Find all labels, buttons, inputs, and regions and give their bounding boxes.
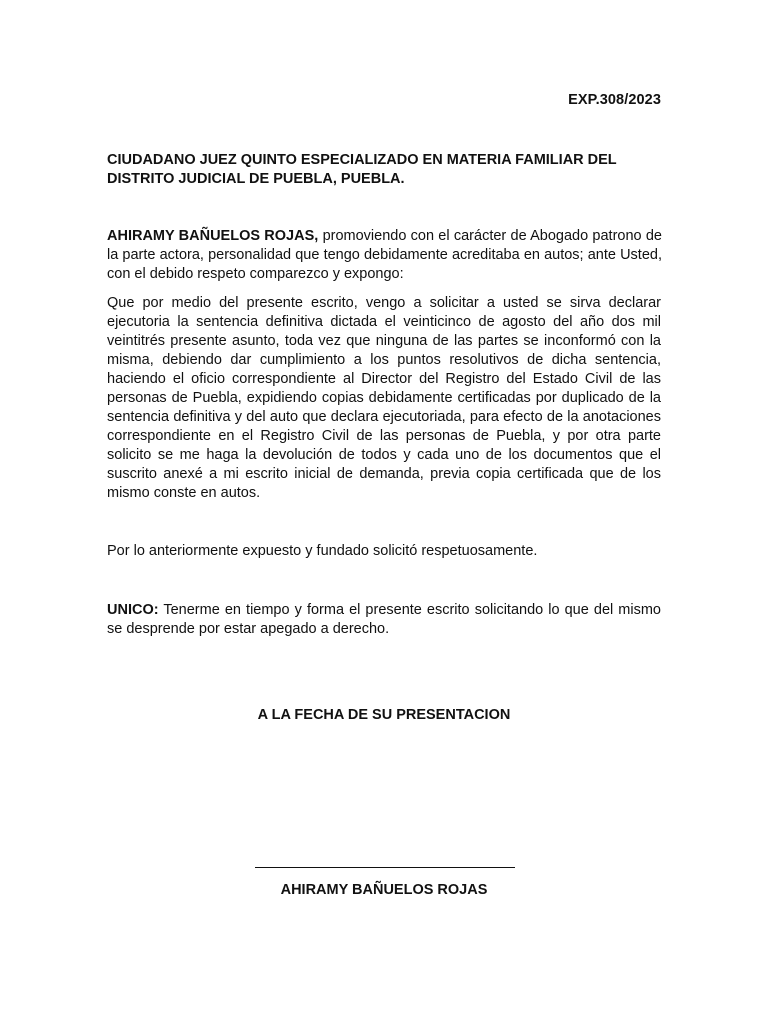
date-line: A LA FECHA DE SU PRESENTACION bbox=[257, 707, 511, 723]
intro-paragraph bbox=[107, 227, 662, 284]
unico-paragraph bbox=[107, 601, 661, 639]
signature-line bbox=[255, 867, 515, 868]
closing-paragraph: Por lo anteriormente expuesto y fundado solicitó respetuosamente. bbox=[107, 543, 538, 559]
unico-text: Tenerme en tiempo y forma el presente escrito solicitando lo que del mismo se desprende por estar apegado a derecho. bbox=[107, 602, 661, 637]
unico-label: UNICO: bbox=[107, 602, 159, 618]
case-number: EXP.308/2023 bbox=[568, 92, 661, 108]
petitioner-name: AHIRAMY BAÑUELOS ROJAS, bbox=[107, 228, 319, 244]
intro-text: promoviendo con el carácter de Abogado patrono de la parte actora, personalidad que tengo debidamente acreditaba en autos; ante Usted, con el debido respeto comparezco y expongo: bbox=[107, 228, 663, 282]
signature-name: AHIRAMY BAÑUELOS ROJAS bbox=[280, 882, 488, 898]
addressee-heading: CIUDADANO JUEZ QUINTO ESPECIALIZADO EN MATERIA FAMILIAR DEL DISTRITO JUDICIAL DE PUEBLA, PUEBLA. bbox=[107, 152, 617, 187]
request-paragraph: Que por medio del presente escrito, vengo a solicitar a usted se sirva declarar ejecutoria la sentencia definitiva dictada el veinticinco de agosto del año dos mil veintitrés presente asunto, toda vez que ninguna de las partes se inconformó con la misma, debiendo dar cumplimiento a los puntos resolutivos de dicha sentencia, haciendo el oficio correspondiente al Director del Registro del Estado Civil de las personas de Puebla, expidiendo copias debidamente certificadas por duplicado de la sentencia definitiva y del auto que declara ejecutoriada, para efecto de la anotaciones correspondiente en el Registro Civil de las personas de Puebla, y por otra parte solicito se me haga la devolución de todos y cada uno de los documentos que el suscrito anexé a mi escrito inicial de demanda, previa copia certificada que de los mismo conste en autos. bbox=[107, 295, 661, 501]
